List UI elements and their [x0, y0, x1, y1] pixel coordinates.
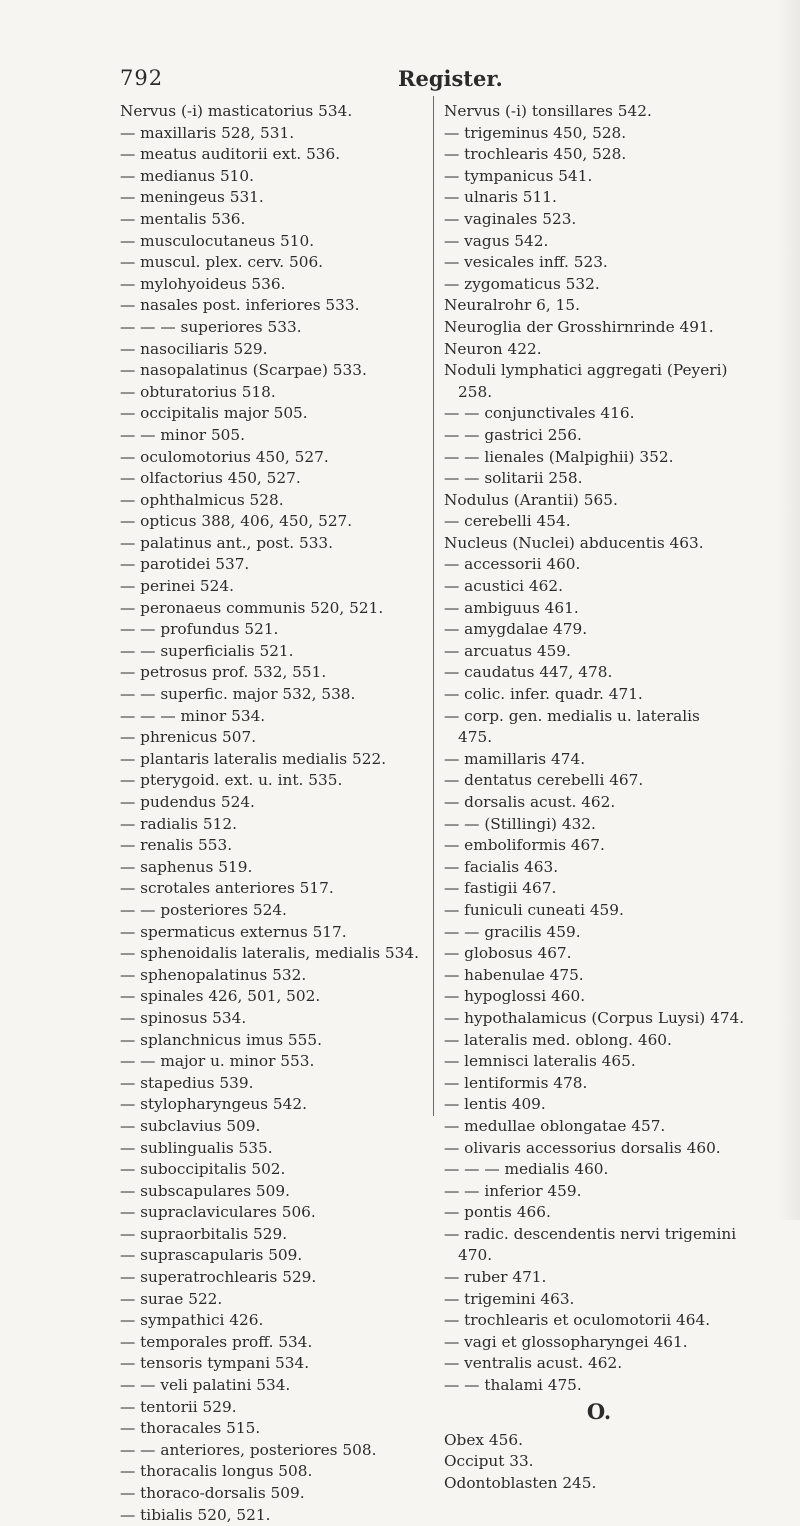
index-entry: — — gastrici 256.: [444, 425, 582, 444]
index-entry: — ruber 471.: [444, 1268, 547, 1287]
index-entry-text: Noduli lymphatici aggregati (Peyeri): [444, 361, 728, 380]
index-entry: — — lienales (Malpighii) 352.: [444, 447, 674, 466]
index-entry: — ambiguus 461.: [444, 598, 579, 617]
index-entry: — suboccipitalis 502.: [120, 1160, 286, 1179]
index-entry: Neuralrohr 6, 15.: [444, 296, 580, 315]
index-entry: — zygomaticus 532.: [444, 274, 600, 293]
index-entry: — vagi et glossopharyngei 461.: [444, 1332, 688, 1351]
index-entry: — ophthalmicus 528.: [120, 490, 284, 509]
index-entry-text: — corp. gen. medialis u. lateralis: [444, 706, 700, 725]
index-entry: — temporales proff. 534.: [120, 1332, 313, 1351]
index-entry: — obturatorius 518.: [120, 382, 276, 401]
index-entry: — perinei 524.: [120, 577, 234, 596]
index-entry: — nasopalatinus (Scarpae) 533.: [120, 361, 367, 380]
index-entry: — musculocutaneus 510.: [120, 231, 315, 250]
index-entry: [444, 706, 774, 749]
index-entry: Odontoblasten 245.: [444, 1473, 597, 1492]
index-entry: — peronaeus communis 520, 521.: [120, 598, 384, 617]
index-entry: — tensoris tympani 534.: [120, 1354, 310, 1373]
index-entry: — oculomotorius 450, 527.: [120, 447, 329, 466]
index-entry: — mentalis 536.: [120, 209, 246, 228]
running-title: Register.: [398, 66, 503, 91]
index-entry: — vagus 542.: [444, 231, 549, 250]
index-entry: — — superficialis 521.: [120, 641, 294, 660]
index-entry: — lentiformis 478.: [444, 1073, 588, 1092]
index-entry-continuation: 258.: [458, 382, 493, 401]
index-entry: — supraclaviculares 506.: [120, 1203, 316, 1222]
index-entry: — renalis 553.: [120, 836, 233, 855]
index-entry: — plantaris lateralis medialis 522.: [120, 749, 387, 768]
index-entry: — spinales 426, 501, 502.: [120, 987, 321, 1006]
index-entry: — nasociliaris 529.: [120, 339, 268, 358]
index-entry: — superatrochlearis 529.: [120, 1268, 317, 1287]
index-entry: — olfactorius 450, 527.: [120, 469, 301, 488]
index-entry: — — thalami 475.: [444, 1376, 582, 1395]
index-entry: — phrenicus 507.: [120, 728, 257, 747]
index-entry: — caudatus 447, 478.: [444, 663, 613, 682]
index-entry: — mylohyoideus 536.: [120, 274, 286, 293]
index-entry: — petrosus prof. 532, 551.: [120, 663, 327, 682]
index-entry: — trigeminus 450, 528.: [444, 123, 627, 142]
index-entry: Nervus (-i) tonsillares 542.: [444, 102, 652, 120]
column-divider: [433, 96, 434, 1116]
index-entry: — — profundus 521.: [120, 620, 279, 639]
index-entry: — trochlearis et oculomotorii 464.: [444, 1311, 711, 1330]
index-entry: — trochlearis 450, 528.: [444, 145, 627, 164]
index-entry: — medianus 510.: [120, 166, 254, 185]
index-entry: — sublingualis 535.: [120, 1138, 273, 1157]
index-entry: — habenulae 475.: [444, 965, 584, 984]
index-entry-continuation: 475.: [458, 728, 493, 747]
index-entry: — saphenus 519.: [120, 857, 253, 876]
index-entry: — ventralis acust. 462.: [444, 1354, 623, 1373]
index-entry: — ulnaris 511.: [444, 188, 557, 207]
index-entry: — subclavius 509.: [120, 1116, 261, 1135]
index-entry: Neuroglia der Grosshirnrinde 491.: [444, 317, 714, 336]
index-entry: — palatinus ant., post. 533.: [120, 533, 334, 552]
index-entry: — — major u. minor 553.: [120, 1052, 315, 1071]
page-number: 792: [120, 66, 164, 90]
index-entry: — acustici 462.: [444, 577, 563, 596]
index-entry: — scrotales anteriores 517.: [120, 879, 334, 898]
index-entry: — surae 522.: [120, 1289, 223, 1308]
index-entry: — — minor 505.: [120, 425, 246, 444]
index-entry: — sphenoidalis lateralis, medialis 534.: [120, 944, 419, 963]
index-entry: — pudendus 524.: [120, 793, 255, 811]
index-entry: — sphenopalatinus 532.: [120, 965, 307, 984]
index-entry: — dentatus cerebelli 467.: [444, 771, 644, 790]
index-entry: — — inferior 459.: [444, 1181, 582, 1200]
index-entry: Occiput 33.: [444, 1452, 534, 1471]
index-entry: — pterygoid. ext. u. int. 535.: [120, 771, 343, 790]
index-entry: — subscapulares 509.: [120, 1181, 290, 1200]
index-entry: — thoracales 515.: [120, 1419, 261, 1438]
index-entry: [444, 1224, 774, 1267]
index-entry: — dorsalis acust. 462.: [444, 793, 616, 811]
index-entry: — cerebelli 454.: [444, 512, 571, 531]
index-entry: Nervus (-i) masticatorius 534.: [120, 102, 353, 120]
index-entry: Nucleus (Nuclei) abducentis 463.: [444, 533, 704, 552]
index-entry: — arcuatus 459.: [444, 641, 571, 660]
index-entry-continuation: 470.: [458, 1246, 493, 1265]
index-entry: — opticus 388, 406, 450, 527.: [120, 512, 353, 531]
index-entry: — — anteriores, posteriores 508.: [120, 1440, 377, 1459]
index-entry: — medullae oblongatae 457.: [444, 1116, 666, 1135]
index-entry: — thoracalis longus 508.: [120, 1462, 313, 1481]
index-entry: — mamillaris 474.: [444, 749, 586, 768]
index-entry: — tympanicus 541.: [444, 166, 593, 185]
index-entry: — lemnisci lateralis 465.: [444, 1052, 636, 1071]
index-entry: — vesicales inff. 523.: [444, 253, 608, 272]
index-entry-text: — radic. descendentis nervi trigemini: [444, 1224, 737, 1243]
index-entry: — spermaticus externus 517.: [120, 922, 347, 941]
index-entry: — — superfic. major 532, 538.: [120, 685, 356, 704]
index-entry: — trigemini 463.: [444, 1289, 575, 1308]
index-column-right: [444, 101, 774, 1494]
index-column-left: [120, 101, 438, 1526]
index-entry: — lateralis med. oblong. 460.: [444, 1030, 672, 1049]
index-entry: — amygdalae 479.: [444, 620, 588, 639]
page-edge-shadow: [778, 0, 800, 1220]
index-entry: — thoraco-dorsalis 509.: [120, 1484, 305, 1502]
index-entry: — — — medialis 460.: [444, 1160, 609, 1179]
index-entry: — tibialis 520, 521.: [120, 1505, 271, 1524]
index-entry: — — — superiores 533.: [120, 317, 302, 336]
index-entry: — — — minor 534.: [120, 706, 266, 725]
index-entry: — accessorii 460.: [444, 555, 581, 574]
index-entry: — stapedius 539.: [120, 1073, 254, 1092]
index-entry: — meatus auditorii ext. 536.: [120, 145, 341, 164]
section-heading-letter: O.: [586, 1398, 612, 1424]
index-entry: Nodulus (Arantii) 565.: [444, 490, 618, 509]
index-entry: — sympathici 426.: [120, 1311, 264, 1330]
index-entry: — globosus 467.: [444, 944, 572, 963]
index-entry: — hypoglossi 460.: [444, 987, 586, 1006]
index-entry: — muscul. plex. cerv. 506.: [120, 253, 324, 272]
index-entry: — pontis 466.: [444, 1203, 551, 1222]
index-entry: — occipitalis major 505.: [120, 404, 308, 423]
index-entry: — spinosus 534.: [120, 1008, 247, 1027]
index-entry: — maxillaris 528, 531.: [120, 123, 295, 142]
index-entry: — parotidei 537.: [120, 555, 250, 574]
index-entry: — — (Stillingi) 432.: [444, 814, 596, 833]
index-entry: — emboliformis 467.: [444, 836, 605, 855]
index-entry: Neuron 422.: [444, 339, 542, 358]
index-entry: — splanchnicus imus 555.: [120, 1030, 322, 1049]
index-entry: — supraorbitalis 529.: [120, 1224, 288, 1243]
index-entry: — vaginales 523.: [444, 209, 577, 228]
index-entry: [444, 360, 774, 403]
index-entry: — facialis 463.: [444, 857, 559, 876]
index-entry: — suprascapularis 509.: [120, 1246, 303, 1265]
index-entry: — fastigii 467.: [444, 879, 557, 898]
index-entry: — — solitarii 258.: [444, 469, 583, 488]
index-entry: — colic. infer. quadr. 471.: [444, 685, 643, 704]
index-entry: — — posteriores 524.: [120, 900, 287, 919]
index-entry: — olivaris accessorius dorsalis 460.: [444, 1138, 721, 1157]
index-entry: — lentis 409.: [444, 1095, 546, 1114]
index-entry: — tentorii 529.: [120, 1397, 237, 1416]
index-entry: — — veli palatini 534.: [120, 1376, 291, 1395]
index-entry: — — gracilis 459.: [444, 922, 581, 941]
index-entry: — nasales post. inferiores 533.: [120, 296, 360, 315]
index-entry: — meningeus 531.: [120, 188, 264, 207]
index-entry: — funiculi cuneati 459.: [444, 900, 624, 919]
index-entry: — radialis 512.: [120, 814, 237, 833]
index-entry: Obex 456.: [444, 1430, 523, 1449]
index-entry: — — conjunctivales 416.: [444, 404, 635, 423]
index-entry: — hypothalamicus (Corpus Luysi) 474.: [444, 1008, 745, 1027]
index-entry: — stylopharyngeus 542.: [120, 1095, 307, 1114]
